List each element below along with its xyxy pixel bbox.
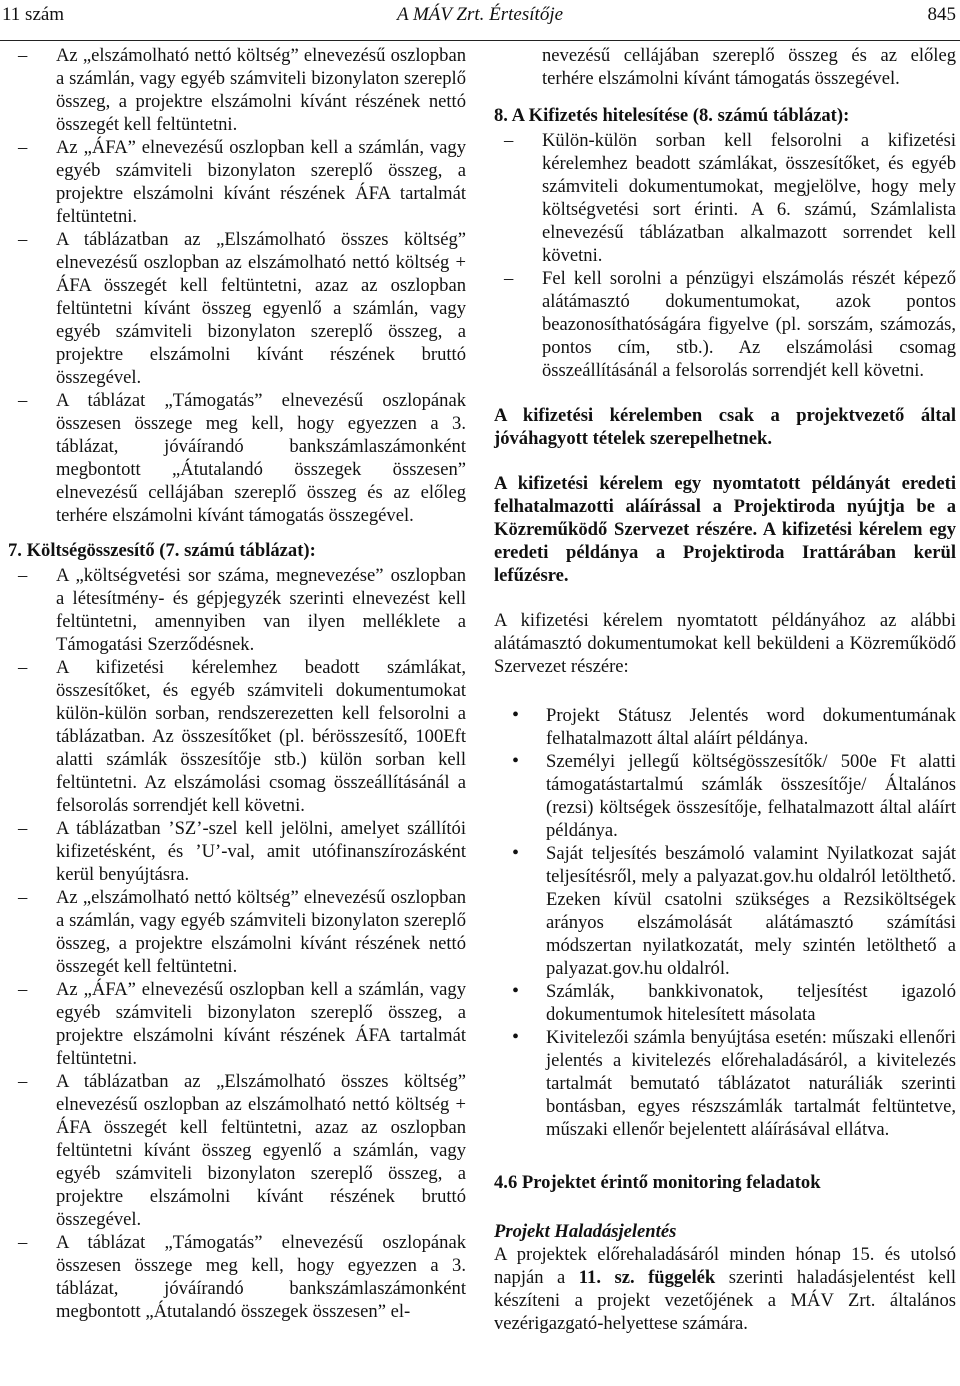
section-heading-7: 7. Költségösszesítő (7. számú táblázat): — [8, 540, 316, 561]
section-heading-8: 8. A Kifizetés hitelesítése (8. számú táblázat): — [494, 105, 850, 126]
bullet-item: • Kivitelezői számla benyújtása esetén: műszaki ellenőri jelentés a kivitelezés előrehaladásáról, a kivitelezés tartalmát bemutató táblázatot naturáliák szerinti bontásban, egyes részszámlák tartalmát feltüntetve, műszaki ellenőr bejelentett aláírásával ellátva. — [494, 1026, 956, 1141]
list-item: – A táblázat „Támogatás” elnevezésű oszlopának összesen összege meg kell, hogy egyezzen a 3. táblázat, jóváírandó bankszámlaszámonként megbontott „Átutalandó összegek összesen” el- — [8, 1231, 466, 1323]
list-item: – Az „elszámolható nettó költség” elnevezésű oszlopban a számlán, vagy egyéb számviteli bizonylaton szereplő összeg, a projektre elszámolni kívánt részének nettó összegét kell feltüntetni. — [8, 44, 466, 136]
list-items-b — [8, 564, 466, 1323]
list-item: – A táblázatban az „Elszámolható összes költség” elnevezésű oszlopban az elszámolható nettó költség + ÁFA összegét kell feltüntetni, azaz az oszlopban feltüntetni kívánt összeg egyenlő a számlán, vagy egyéb számviteli bizonylaton szereplő összeg, a projektre elszámolni kívánt részének bruttó összegével. — [8, 228, 466, 389]
section-heading-4-6: 4.6 Projektet érintő monitoring feladatok — [494, 1172, 821, 1193]
list-items-c — [494, 129, 956, 382]
list-item: – Az „elszámolható nettó költség” elnevezésű oszlopban a számlán, vagy egyéb számviteli bizonylaton szereplő összeg, a projektre elszámolni kívánt részének nettó összegét kell feltüntetni. — [8, 886, 466, 978]
issue-number: 11 szám — [2, 4, 65, 25]
list-item: – Az „ÁFA” elnevezésű oszlopban kell a számlán, vagy egyéb számviteli bizonylaton szereplő összeg, a projektre elszámolni kívánt részének ÁFA tartalmát feltüntetni. — [8, 978, 466, 1070]
bullet-list — [494, 704, 956, 1141]
continuation-text: nevezésű cellájában szereplő összeg és az előleg terhére elszámolni kívánt támogatás összegével. — [542, 45, 956, 89]
bullet-item: • Személyi jellegű költségösszesítők/ 500e Ft alatti támogatástartalmú számlák összesítője/ Általános (rezsi) költségek összesítője, felhatalmazott által aláírt példánya. — [494, 750, 956, 842]
bullet-item: • Projekt Státusz Jelentés word dokumentumának felhatalmazott által aláírt példánya. — [494, 704, 956, 750]
list-item: – A táblázat „Támogatás” elnevezésű oszlopának összesen összege meg kell, hogy egyezzen a 3. táblázat, jóváírandó bankszámlaszámonként megbontott „Átutalandó összegek összesen” elnevezésű cellájában szereplő összeg és az előleg terhére elszámolni kívánt támogatás összegével. — [8, 389, 466, 527]
list-item: – A táblázatban az „Elszámolható összes költség” elnevezésű oszlopban az elszámolható nettó költség + ÁFA összegét kell feltüntetni, azaz az oszlopban feltüntetni kívánt összeg egyenlő a számlán, vagy egyéb számviteli bizonylaton szereplő összeg, a projektre elszámolni kívánt részének bruttó összegével. — [8, 1070, 466, 1231]
publication-title: A MÁV Zrt. Értesítője — [396, 4, 564, 25]
right-column — [494, 44, 956, 1335]
page-header — [0, 0, 960, 41]
paragraph-attachments: A kifizetési kérelem nyomtatott példányához az alábbi alátámasztó dokumentumokat kell beküldeni a Közreműködő Szervezet részére: — [494, 610, 956, 677]
bullet-item: • Saját teljesítés beszámoló valamint Nyilatkozat saját teljesítésről, mely a palyazat.gov.hu oldalról letölthető. Ezeken kívül csatolni szükséges a Rezsiköltségek arányos elszámolását alátámasztó számítási módszertan nyilatkozatát, mely szintén letölthető a palyazat.gov.hu oldalról. — [494, 842, 956, 980]
bold-paragraph-approval: A kifizetési kérelemben csak a projektvezető által jóváhagyott tételek szerepelhetnek. — [494, 405, 956, 449]
list-item: – A kifizetési kérelemhez beadott számlákat, összesítőket, és egyéb számviteli dokumentumokat külön-külön sorban, rendszerezetten kell felsorolni a táblázatban. Az összesítőket (pl. bérösszesítő, 100Eft alatti számlák összesítője stb.) külön sorban kell feltüntetni. Az elszámolási csomag összeállításánál a felsorolás sorrendjét kell követni. — [8, 656, 466, 817]
appendix-reference: 11. sz. függelék — [578, 1267, 716, 1288]
left-column — [8, 44, 466, 1323]
subsection-title: Projekt Haladásjelentés — [494, 1221, 677, 1242]
progress-report-text-b: szerinti haladásjelentést kell készíteni a projekt vezetőjének a MÁV Zrt. általános vezérigazgató-helyettese számára. — [494, 1267, 956, 1334]
list-item: – Az „ÁFA” elnevezésű oszlopban kell a számlán, vagy egyéb számviteli bizonylaton szereplő összeg, a projektre elszámolni kívánt részének ÁFA tartalmát feltüntetni. — [8, 136, 466, 228]
list-item: – A táblázatban ’SZ’-szel kell jelölni, amelyet szállítói kifizetésként, és ’U’-val, amit utófinanszírozásként kerül benyújtásra. — [8, 817, 466, 886]
list-items-a — [8, 44, 466, 527]
page-number: 845 — [927, 4, 956, 25]
paragraph-progress-report — [494, 1243, 956, 1335]
bullet-item: • Számlák, bankkivonatok, teljesítést igazoló dokumentumok hitelesített másolata — [494, 980, 956, 1026]
bold-paragraph-submission: A kifizetési kérelem egy nyomtatott példányát eredeti felhatalmazotti aláírással a Projektiroda nyújtja be a Közreműködő Szervezet részére. A kifizetési kérelem egy eredeti példánya a Projektiroda Irattárában kerül lefűzésre. — [494, 473, 956, 586]
list-item: – Fel kell sorolni a pénzügyi elszámolás részét képező alátámasztó dokumentumokat, azok pontos beazonosíthatóságára figyelve (pl. sorszám, számozás, pontos cím, stb.). Az elszámolási csomag összeállításánál a felsorolás sorrendjét kell követni. — [494, 267, 956, 382]
progress-report-text-a: A projektek előrehaladásáról minden hónap 15. és utolsó napján a — [494, 1244, 956, 1288]
list-item: – Külön-külön sorban kell felsorolni a kifizetési kérelemhez beadott számlákat, összesítőket, és egyéb számviteli dokumentumokat, megjelölve, hogy mely költségvetési sort érinti. A 6. számú, Számlalista elnevezésű táblázatban alkalmazott sorrendet kell követni. — [494, 129, 956, 267]
list-item: – A „költségvetési sor száma, megnevezése” oszlopban a létesítmény- és gépjegyzék szerinti elnevezést kell feltüntetni, amennyiben van ilyen melléklete a Támogatási Szerződésnek. — [8, 564, 466, 656]
